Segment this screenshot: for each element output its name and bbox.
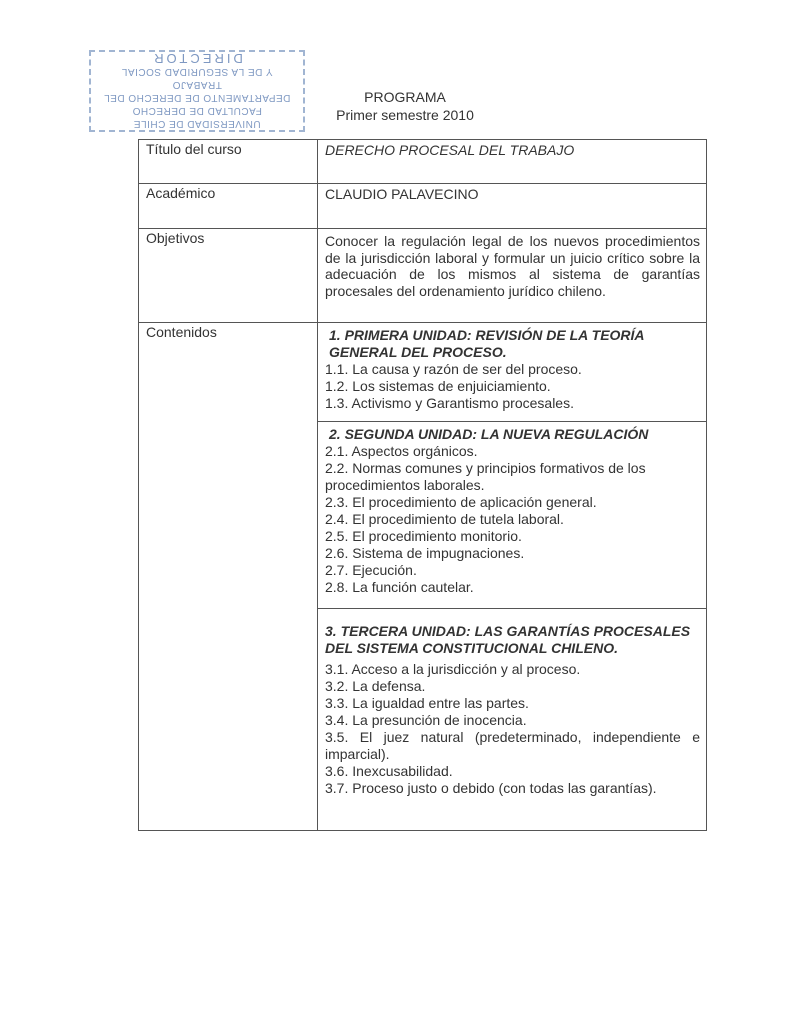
list-item: 3.1. Acceso a la jurisdicción y al proceso. bbox=[325, 661, 581, 677]
contents-value bbox=[318, 323, 707, 831]
document-header bbox=[320, 88, 490, 124]
stamp-line: UNIVERSIDAD DE CHILE bbox=[133, 118, 261, 129]
objectives-row bbox=[139, 229, 707, 323]
program-table bbox=[138, 139, 707, 831]
department-stamp bbox=[89, 50, 305, 132]
list-item: 2.8. La función cautelar. bbox=[325, 579, 474, 595]
list-item: 3.4. La presunción de inocencia. bbox=[325, 712, 527, 728]
stamp-line: FACULTAD DE DERECHO bbox=[132, 105, 262, 116]
objectives-label: Objetivos bbox=[139, 229, 318, 323]
list-item: 3.6. Inexcusabilidad. bbox=[325, 763, 453, 779]
list-item: 2.2. Normas comunes y principios formativos de los procedimientos laborales. bbox=[325, 460, 646, 493]
course-title-row bbox=[139, 140, 707, 184]
list-item: 1.2. Los sistemas de enjuiciamiento. bbox=[325, 378, 551, 394]
stamp-line: Y DE LA SEGURIDAD SOCIAL bbox=[121, 66, 273, 77]
list-item: 2.1. Aspectos orgánicos. bbox=[325, 443, 478, 459]
academic-label: Académico bbox=[139, 184, 318, 229]
list-item: 2.5. El procedimiento monitorio. bbox=[325, 528, 522, 544]
stamp-line: DEPARTAMENTO DE DERECHO DEL TRABAJO bbox=[103, 79, 291, 103]
contents-row bbox=[139, 323, 707, 831]
academic-row bbox=[139, 184, 707, 229]
document-title: PROGRAMA bbox=[364, 89, 446, 105]
list-item: 2.3. El procedimiento de aplicación general. bbox=[325, 494, 597, 510]
unit-title: 3. TERCERA UNIDAD: LAS GARANTÍAS PROCESALES DEL SISTEMA CONSTITUCIONAL CHILENO. bbox=[325, 623, 691, 656]
unit-2 bbox=[318, 422, 706, 609]
contents-label: Contenidos bbox=[139, 323, 318, 831]
list-item: 2.4. El procedimiento de tutela laboral. bbox=[325, 511, 564, 527]
document-subtitle: Primer semestre 2010 bbox=[336, 107, 474, 123]
stamp-line: DIRECTOR bbox=[151, 51, 243, 66]
unit-title: 2. SEGUNDA UNIDAD: LA NUEVA REGULACIÓN bbox=[329, 426, 649, 442]
objectives-value: Conocer la regulación legal de los nuevos procedimientos de la jurisdicción laboral y formular un juicio crítico sobre la adecuación de los mismos al sistema de garantías procesales del ordenamiento jurídico chileno. bbox=[318, 229, 707, 323]
course-title-label: Título del curso bbox=[139, 140, 318, 184]
academic-value: CLAUDIO PALAVECINO bbox=[318, 184, 707, 229]
list-item: 3.5. El juez natural (predeterminado, independiente e imparcial). bbox=[325, 729, 700, 762]
list-item: 2.6. Sistema de impugnaciones. bbox=[325, 545, 525, 561]
unit-title: 1. PRIMERA UNIDAD: REVISIÓN DE LA TEORÍA GENERAL DEL PROCESO. bbox=[329, 327, 645, 360]
course-title-value: DERECHO PROCESAL DEL TRABAJO bbox=[318, 140, 707, 184]
list-item: 2.7. Ejecución. bbox=[325, 562, 417, 578]
unit-1 bbox=[318, 323, 706, 422]
list-item: 3.2. La defensa. bbox=[325, 678, 426, 694]
unit-3 bbox=[318, 609, 706, 805]
list-item: 1.1. La causa y razón de ser del proceso. bbox=[325, 361, 582, 377]
list-item: 3.7. Proceso justo o debido (con todas las garantías). bbox=[325, 780, 657, 796]
list-item: 3.3. La igualdad entre las partes. bbox=[325, 695, 529, 711]
list-item: 1.3. Activismo y Garantismo procesales. bbox=[325, 395, 574, 411]
